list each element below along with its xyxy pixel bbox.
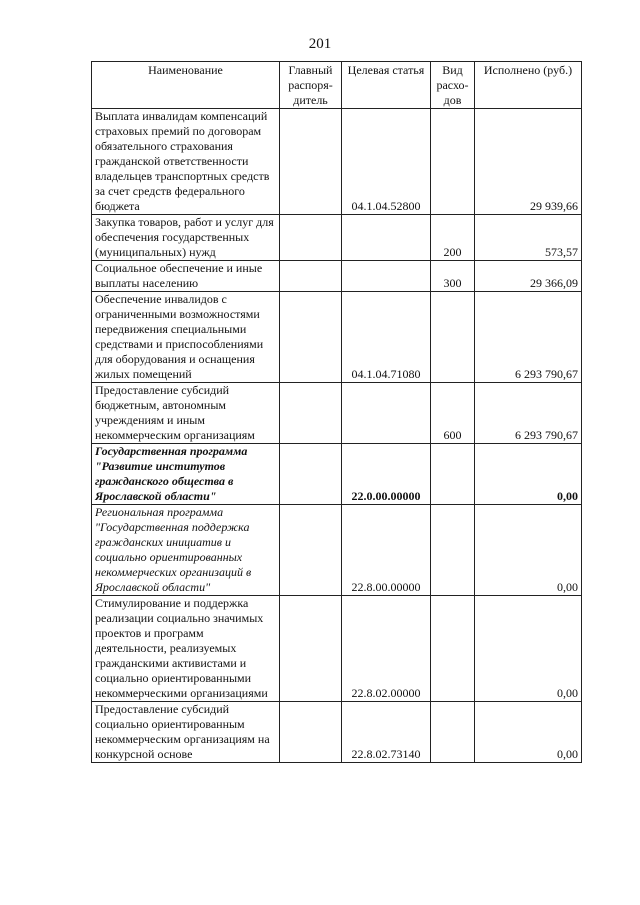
row-name: Предоставление субсидий бюджетным, автономным учреждениям и иным некоммерческим организациям [92,383,280,444]
row-main-manager [280,109,342,215]
row-expense-type [431,444,475,505]
row-target-article: 04.1.04.71080 [342,292,431,383]
header-target-article: Целевая статья [342,62,431,109]
row-name: Стимулирование и поддержка реализации социально значимых проектов и программ деятельности, реализуемых гражданскими активистами и социально ориентированными некоммерческими организациями [92,596,280,702]
row-main-manager [280,261,342,292]
table-row [92,292,582,383]
page-number: 201 [308,36,332,52]
row-target-article [342,261,431,292]
table-row [92,702,582,763]
row-name: Обеспечение инвалидов с ограниченными возможностями передвижения специальными средствами и приспособлениями для оборудования и оснащения жилых помещений [92,292,280,383]
row-main-manager [280,702,342,763]
header-main-manager: Главный распоря-дитель [280,62,342,109]
table-row [92,261,582,292]
row-target-article: 22.8.02.73140 [342,702,431,763]
row-amount: 573,57 [475,215,582,261]
row-target-article: 04.1.04.52800 [342,109,431,215]
row-target-article: 22.8.02.00000 [342,596,431,702]
row-amount: 6 293 790,67 [475,292,582,383]
header-name: Наименование [92,62,280,109]
row-name: Социальное обеспечение и иные выплаты населению [92,261,280,292]
row-amount: 0,00 [475,596,582,702]
row-name: Региональная программа "Государственная поддержка гражданских инициатив и социально ориентированных некоммерческих организаций в Ярославской области" [92,505,280,596]
row-main-manager [280,596,342,702]
row-amount: 0,00 [475,505,582,596]
row-main-manager [280,215,342,261]
row-main-manager [280,505,342,596]
table-row [92,505,582,596]
header-expense-type: Вид расхо-дов [431,62,475,109]
header-executed: Исполнено (руб.) [475,62,582,109]
row-amount: 0,00 [475,702,582,763]
row-expense-type [431,109,475,215]
row-target-article: 22.8.00.00000 [342,505,431,596]
row-expense-type: 300 [431,261,475,292]
row-name: Государственная программа "Развитие институтов гражданского общества в Ярославской области" [92,444,280,505]
row-target-article: 22.0.00.00000 [342,444,431,505]
row-main-manager [280,383,342,444]
row-target-article [342,383,431,444]
table-row [92,596,582,702]
row-amount: 0,00 [475,444,582,505]
row-expense-type [431,702,475,763]
row-amount: 6 293 790,67 [475,383,582,444]
row-target-article [342,215,431,261]
row-main-manager [280,292,342,383]
row-expense-type: 200 [431,215,475,261]
row-name: Предоставление субсидий социально ориентированным некоммерческим организациям на конкурсной основе [92,702,280,763]
row-main-manager [280,444,342,505]
row-name: Закупка товаров, работ и услуг для обеспечения государственных (муниципальных) нужд [92,215,280,261]
table-row [92,215,582,261]
row-expense-type [431,505,475,596]
table-row [92,109,582,215]
row-expense-type: 600 [431,383,475,444]
row-expense-type [431,596,475,702]
table-header-row [92,62,582,109]
budget-table [91,61,582,763]
row-amount: 29 366,09 [475,261,582,292]
row-amount: 29 939,66 [475,109,582,215]
row-expense-type [431,292,475,383]
row-name: Выплата инвалидам компенсаций страховых премий по договорам обязательного страхования гражданской ответственности владельцев транспортных средств за счет средств федерального бюджета [92,109,280,215]
table-row [92,444,582,505]
table-row [92,383,582,444]
